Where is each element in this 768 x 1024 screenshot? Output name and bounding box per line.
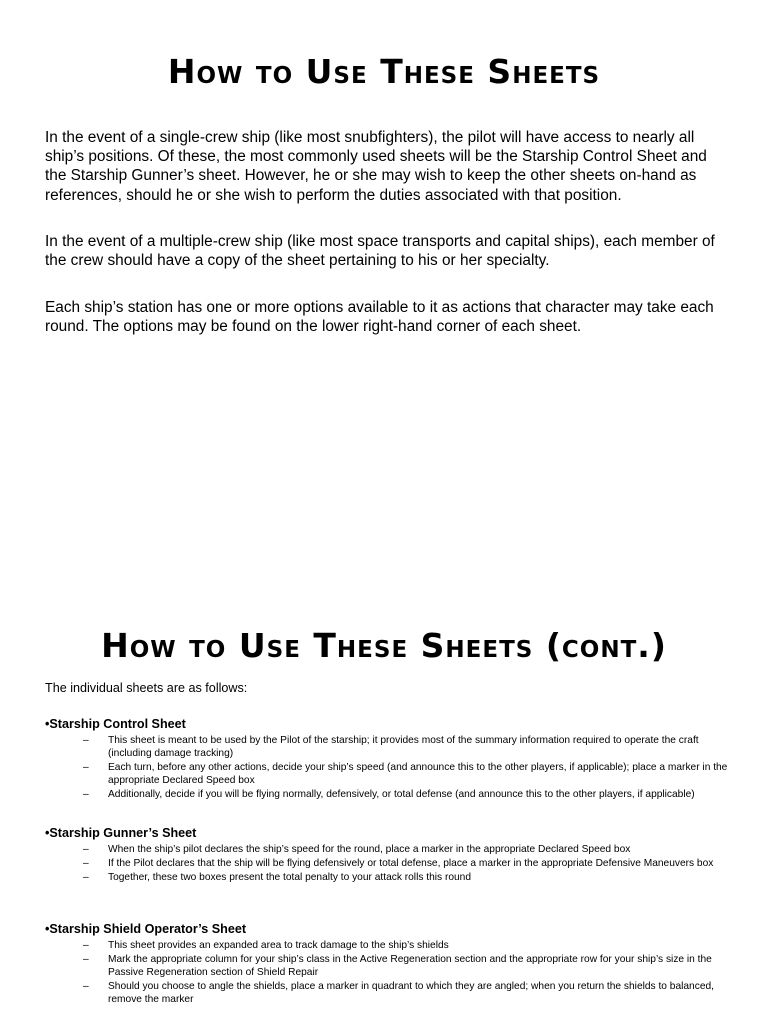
section-starship-gunner-sheet [45, 825, 735, 885]
list-item-text: Each turn, before any other actions, decide your ship’s speed (and announce this to the other players, if applicable); place a marker in the appropriate Declared Speed box [108, 762, 728, 786]
section-heading: •Starship Shield Operator’s Sheet [45, 922, 247, 936]
dash-bullet: – [83, 981, 89, 992]
intro-text: The individual sheets are as follows: [45, 681, 248, 695]
bullet-list [45, 843, 735, 884]
list-item-text: This sheet provides an expanded area to track damage to the ship’s shields [108, 940, 449, 951]
list-item-text: Mark the appropriate column for your ship’s class in the Active Regeneration section and the appropriate row for your ship’s size in the Passive Regeneration section of Shield Repair [108, 954, 712, 978]
list-item-text: When the ship’s pilot declares the ship’s speed for the round, place a marker in the appropriate Declared Speed box [108, 844, 631, 855]
list-item [45, 939, 735, 952]
dash-bullet: – [83, 735, 89, 746]
section-heading: •Starship Gunner’s Sheet [45, 826, 197, 840]
list-item-text: Should you choose to angle the shields, place a marker in quadrant to which they are angled; when you return the shields to balanced, remove the marker [108, 981, 714, 1005]
section-starship-control-sheet [45, 716, 735, 802]
dash-bullet: – [83, 762, 89, 773]
dash-bullet: – [83, 789, 89, 800]
paragraph-multiple-crew: In the event of a multiple-crew ship (like most space transports and capital ships), each member of the crew should have a copy of the sheet pertaining to his or her specialty. [45, 233, 715, 270]
page-title-continued: How to Use These Sheets (cont.) [101, 626, 667, 665]
list-item [45, 734, 735, 760]
paragraph-station-options: Each ship’s station has one or more options available to it as actions that character may take each round. The options may be found on the lower right-hand corner of each sheet. [45, 299, 714, 336]
list-item [45, 980, 735, 1006]
dash-bullet: – [83, 940, 89, 951]
page-title: How to Use These Sheets [167, 52, 601, 91]
dash-bullet: – [83, 954, 89, 965]
list-item-text: Additionally, decide if you will be flying normally, defensively, or total defense (and announce this to the other players, if applicable) [108, 789, 695, 800]
dash-bullet: – [83, 844, 89, 855]
list-item [45, 953, 735, 979]
bullet-list [45, 734, 735, 801]
list-item [45, 857, 735, 870]
list-item [45, 871, 735, 884]
list-item-text: Together, these two boxes present the total penalty to your attack rolls this round [108, 872, 471, 883]
dash-bullet: – [83, 872, 89, 883]
list-item [45, 843, 735, 856]
list-item-text: This sheet is meant to be used by the Pilot of the starship; it provides most of the summary information required to operate the craft (including damage tracking) [108, 735, 699, 759]
list-item [45, 788, 735, 801]
list-item-text: If the Pilot declares that the ship will be flying defensively or total defense, place a marker in the appropriate Defensive Maneuvers box [108, 858, 714, 869]
dash-bullet: – [83, 858, 89, 869]
bullet-list [45, 939, 735, 1006]
list-item [45, 761, 735, 787]
section-starship-shield-operator-sheet [45, 921, 735, 1007]
paragraph-single-crew: In the event of a single-crew ship (like most snubfighters), the pilot will have access to nearly all ship’s positions. Of these, the most commonly used sheets will be the Starship Control Sheet and the Starship Gunner’s sheet. However, he or she may wish to keep the other sheets on-hand as references, should he or she wish to perform the duties associated with that position. [45, 129, 707, 204]
section-heading: •Starship Control Sheet [45, 717, 186, 731]
